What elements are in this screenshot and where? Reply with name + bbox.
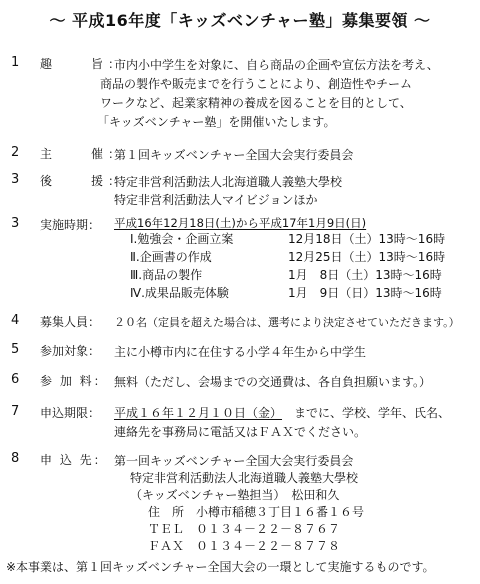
schedule-date: 12月25日（土）13時～16時 bbox=[288, 250, 446, 264]
footnote: ※本事業は、第１回キッズベンチャー全国大会の一環として実施するものです。 bbox=[6, 560, 435, 574]
purpose-line: 「キッズベンチャー塾」を開催いたします。 bbox=[97, 115, 336, 129]
schedule-item: Ⅲ.商品の製作 bbox=[130, 268, 203, 282]
section-number: 7 bbox=[11, 404, 20, 419]
section-label-capacity: 募集人員： bbox=[40, 315, 101, 329]
section-number: 5 bbox=[11, 342, 20, 357]
contact-address: 住 所 小樽市稲穂３丁目１６番１６号 bbox=[148, 505, 365, 519]
contact-tel: ＴＥＬ ０１３４－２２－８７６７ bbox=[148, 522, 341, 536]
schedule-item: Ⅱ.企画書の作成 bbox=[130, 250, 212, 264]
schedule-date: 1月 9日（日）13時～16時 bbox=[288, 286, 442, 300]
document-title: ～ 平成16年度「キッズベンチャー塾」募集要領 ～ bbox=[49, 11, 431, 30]
schedule-date: 12月18日（土）13時～16時 bbox=[288, 232, 446, 246]
purpose-line: 商品の製作や販売までを行うことにより、創造性やチーム bbox=[100, 77, 413, 91]
schedule-date: 1月 8日（土）13時～16時 bbox=[288, 268, 442, 282]
support-line: 特定非営利活動法人北海道職人義塾大學校 bbox=[114, 175, 343, 189]
section-number: 3 bbox=[11, 216, 20, 231]
section-label-support: 後 援： bbox=[40, 174, 126, 188]
eligibility-text: 主に小樽市内に在住する小学４年生から中学生 bbox=[114, 345, 367, 359]
purpose-line: ワークなど、起業家精神の養成を図ることを目的として、 bbox=[100, 96, 412, 110]
deadline-text: までに、学校、学年、氏名、 bbox=[294, 406, 451, 420]
section-label-fee: 参 加 料： bbox=[40, 374, 108, 388]
contact-line: 特定非営利活動法人北海道職人義塾大學校 bbox=[130, 471, 359, 485]
schedule-item: Ⅳ.成果品販売体験 bbox=[130, 286, 229, 300]
section-number: 2 bbox=[11, 145, 20, 160]
contact-line: （キッズベンチャー塾担当） 松田和久 bbox=[130, 488, 340, 502]
deadline-date: 平成１６年１２月１０日（金） bbox=[114, 406, 283, 420]
section-number: 3 bbox=[11, 172, 20, 187]
schedule-item: Ⅰ.勉強会・企画立案 bbox=[130, 232, 234, 246]
schedule-period: 平成16年12月18日(土)から平成17年1月9日(日) bbox=[114, 216, 367, 230]
section-label-contact: 申 込 先： bbox=[40, 453, 108, 467]
section-label-deadline: 申込期限： bbox=[40, 406, 101, 420]
support-line: 特定非営利活動法人マイビジョンほか bbox=[114, 193, 318, 207]
purpose-line: 市内小中学生を対象に、自ら商品の企画や宣伝方法を考え、 bbox=[114, 58, 439, 72]
organizer-text: 第１回キッズベンチャー全国大会実行委員会 bbox=[114, 148, 354, 162]
contact-fax: ＦＡＸ ０１３４－２２－８７７８ bbox=[148, 539, 341, 553]
fee-text: 無料（ただし、会場までの交通費は、各自負担願います。） bbox=[114, 375, 432, 389]
contact-line: 第一回キッズベンチャー全国大会実行委員会 bbox=[114, 454, 354, 468]
section-number: 8 bbox=[11, 451, 20, 466]
section-label-schedule: 実施時期： bbox=[40, 218, 101, 232]
section-label-organizer: 主 催： bbox=[40, 147, 126, 161]
section-label-purpose: 趣 旨： bbox=[40, 57, 126, 71]
section-number: 4 bbox=[11, 313, 20, 328]
deadline-text: 連絡先を事務局に電話又はＦＡＸでください。 bbox=[114, 425, 367, 439]
section-label-eligibility: 参加対象： bbox=[40, 344, 101, 358]
section-number: 1 bbox=[11, 55, 20, 70]
section-number: 6 bbox=[11, 372, 20, 387]
capacity-text: ２０名（定員を超えた場合は、選考により決定させていただきます。） bbox=[114, 316, 460, 329]
